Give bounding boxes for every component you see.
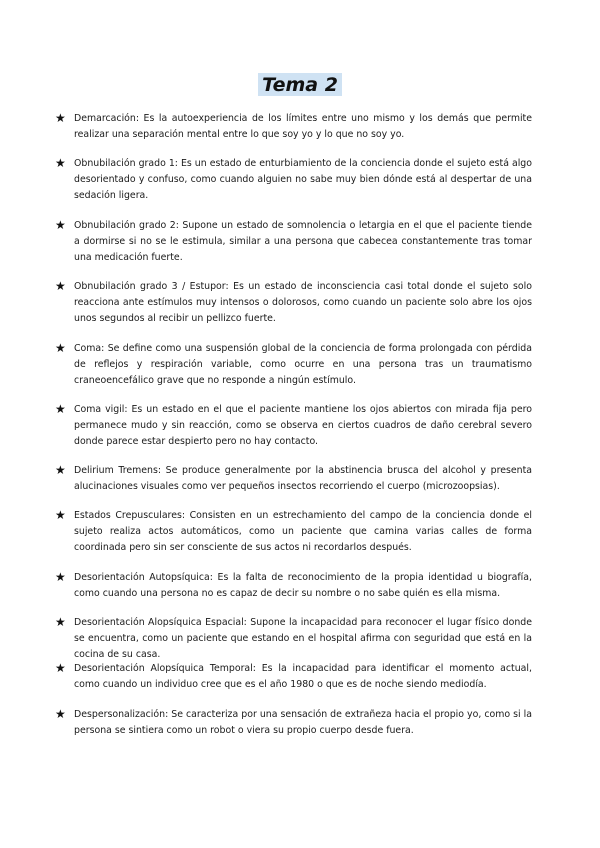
list-item-text: Obnubilación grado 2: Supone un estado de somnolencia o letargia en el que el paciente tiende a dormirse si no se le estimula, similar a una persona que cabecea constantemente tras tomar una medicación fuerte. (74, 220, 532, 263)
list-item (55, 615, 532, 663)
star-icon: ★ (55, 156, 66, 170)
list-item (55, 661, 532, 693)
list-item (55, 111, 532, 143)
star-icon: ★ (55, 615, 66, 629)
list-item (55, 570, 532, 602)
star-icon: ★ (55, 341, 66, 355)
list-item (55, 707, 532, 739)
list-item-text: Obnubilación grado 1: Es un estado de enturbiamiento de la conciencia donde el sujeto está algo desorientado y confuso, como cuando alguien no sabe muy bien dónde está al despertar de una sedación ligera. (74, 158, 532, 201)
list-item-text: Coma: Se define como una suspensión global de la conciencia de forma prolongada con pérdida de reflejos y respiración variable, como ocurre en una persona tras un traumatismo craneoencefálico grave que no responde a ningún estímulo. (74, 343, 532, 386)
list-item-text: Delirium Tremens: Se produce generalmente por la abstinencia brusca del alcohol y presenta alucinaciones visuales como ver pequeños insectos recorriendo el cuerpo (microzoopsias). (74, 465, 532, 492)
star-icon: ★ (55, 661, 66, 675)
star-icon: ★ (55, 570, 66, 584)
list-item (55, 218, 532, 266)
star-icon: ★ (55, 508, 66, 522)
list-item-text: Desorientación Alopsíquica Espacial: Supone la incapacidad para reconocer el lugar físico donde se encuentra, como un paciente que estando en el hospital afirma con seguridad que está en la cocina de su casa. (74, 617, 532, 660)
star-icon: ★ (55, 463, 66, 477)
star-icon: ★ (55, 707, 66, 721)
list-item-text: Despersonalización: Se caracteriza por una sensación de extrañeza hacia el propio yo, como si la persona se sintiera como un robot o viera su propio cuerpo desde fuera. (74, 709, 532, 736)
list-item-text: Obnubilación grado 3 / Estupor: Es un estado de inconsciencia casi total donde el sujeto solo reacciona ante estímulos muy intensos o dolorosos, como cuando un paciente solo abre los ojos unos segundos al recibir un pellizco fuerte. (74, 281, 532, 324)
list-item-text: Coma vigil: Es un estado en el que el paciente mantiene los ojos abiertos con mirada fija pero permanece mudo y sin reacción, como se observa en ciertos cuadros de daño cerebral severo donde parece estar despierto pero no hay contacto. (74, 404, 532, 447)
list-item-text: Desorientación Autopsíquica: Es la falta de reconocimiento de la propia identidad u biografía, como cuando una persona no es capaz de decir su nombre o no sabe quién es ella misma. (74, 572, 532, 599)
list-item-text: Demarcación: Es la autoexperiencia de los límites entre uno mismo y los demás que permite realizar una separación mental entre lo que soy yo y lo que no soy yo. (74, 113, 532, 140)
list-item-text: Estados Crepusculares: Consisten en un estrechamiento del campo de la conciencia donde el sujeto realiza actos automáticos, como un paciente que camina varias calles de forma coordinada pero sin ser consciente de sus actos ni recordarlos después. (74, 510, 532, 553)
page-title-wrapper (0, 73, 600, 96)
list-item-text: Desorientación Alopsíquica Temporal: Es la incapacidad para identificar el momento actual, como cuando un individuo cree que es el año 1980 o que es de noche siendo mediodía. (74, 663, 532, 690)
star-icon: ★ (55, 111, 66, 125)
page-title: Tema 2 (258, 73, 342, 96)
list-item (55, 279, 532, 327)
list-item (55, 402, 532, 450)
list-item (55, 508, 532, 556)
star-icon: ★ (55, 402, 66, 416)
star-icon: ★ (55, 279, 66, 293)
list-item (55, 341, 532, 389)
list-item (55, 156, 532, 204)
star-icon: ★ (55, 218, 66, 232)
list-item (55, 463, 532, 495)
